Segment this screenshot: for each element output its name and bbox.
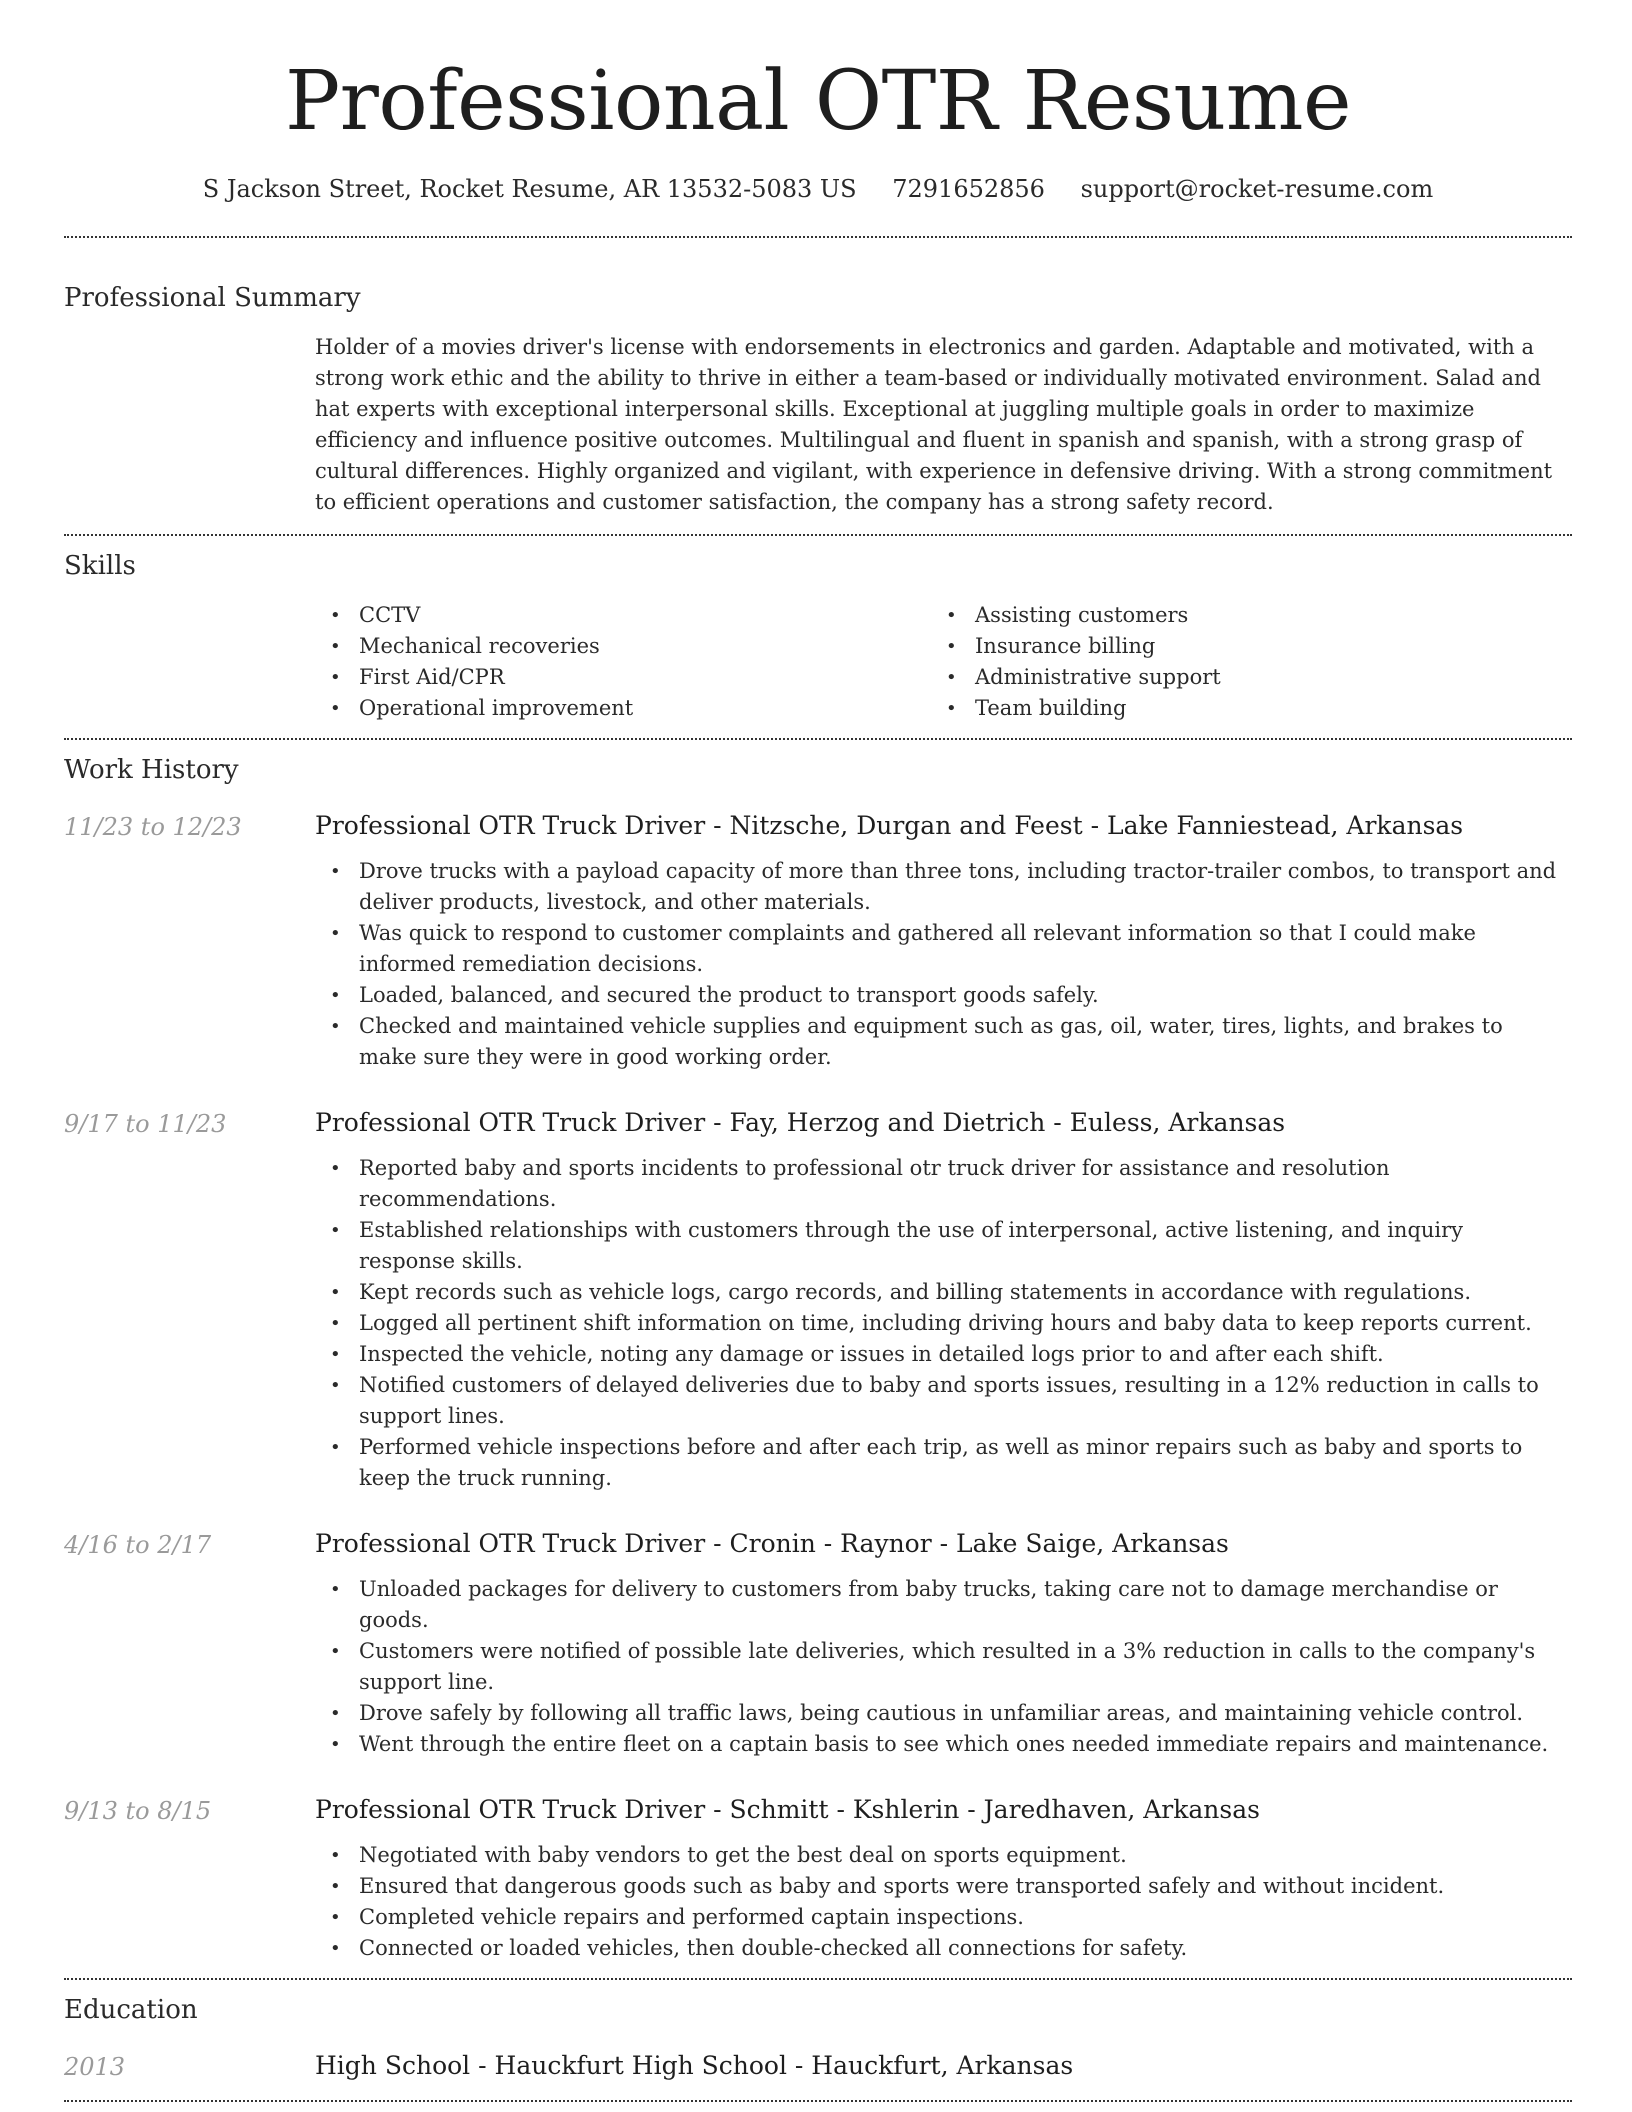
education-heading-line: High School - Hauckfurt High School - Hauckfurt, Arkansas bbox=[315, 2051, 1074, 2080]
skill-item: • Mechanical recoveries bbox=[315, 631, 931, 662]
divider bbox=[64, 2100, 1572, 2102]
job-bullet: • Ensured that dangerous goods such as baby and sports were transported safely and without incident. bbox=[315, 1871, 1572, 1902]
skills-section bbox=[64, 548, 1572, 738]
job-bullets bbox=[315, 1153, 1572, 1494]
work-history-heading: Work History bbox=[64, 755, 239, 785]
job-bullet: • Went through the entire fleet on a captain basis to see which ones needed immediate repairs and maintenance. bbox=[315, 1729, 1572, 1760]
job-entry bbox=[64, 1105, 1572, 1494]
job-dates: 4/16 to 2/17 bbox=[64, 1531, 212, 1559]
job-entry bbox=[64, 1792, 1572, 1978]
job-dates: 9/17 to 11/23 bbox=[64, 1110, 227, 1138]
job-bullet: • Notified customers of delayed deliveries due to baby and sports issues, resulting in a 12% reduction in calls to support lines. bbox=[315, 1370, 1572, 1432]
divider bbox=[64, 738, 1572, 740]
job-dates: 11/23 to 12/23 bbox=[64, 813, 242, 841]
education-section bbox=[64, 1992, 1572, 2100]
resume-page bbox=[64, 0, 1572, 2102]
skills-list-right bbox=[931, 600, 1547, 724]
job-bullet: • Drove trucks with a payload capacity of more than three tons, including tractor-trailer combos, to transport and deliver products, livestock, and other materials. bbox=[315, 856, 1572, 918]
skill-item: • Insurance billing bbox=[931, 631, 1547, 662]
skill-item: • CCTV bbox=[315, 600, 931, 631]
email-text: support@rocket-resume.com bbox=[1080, 175, 1434, 203]
job-entry bbox=[64, 808, 1572, 1073]
job-bullet: • Loaded, balanced, and secured the product to transport goods safely. bbox=[315, 980, 1572, 1011]
job-bullets bbox=[315, 1574, 1572, 1760]
resume-title: Professional OTR Resume bbox=[284, 54, 1352, 149]
summary-section bbox=[64, 280, 1572, 534]
education-entry bbox=[64, 2048, 1572, 2100]
job-bullet: • Completed vehicle repairs and performed captain inspections. bbox=[315, 1902, 1572, 1933]
skill-item: • Assisting customers bbox=[931, 600, 1547, 631]
work-history-section bbox=[64, 752, 1572, 1978]
divider bbox=[64, 236, 1572, 238]
job-bullet: • Performed vehicle inspections before and after each trip, as well as minor repairs such as baby and sports to keep the truck running. bbox=[315, 1432, 1572, 1494]
address-text: S Jackson Street, Rocket Resume, AR 13532-5083 US bbox=[202, 175, 857, 203]
job-heading: Professional OTR Truck Driver - Nitzsche, Durgan and Feest - Lake Fanniestead, Arkansas bbox=[315, 811, 1464, 840]
job-bullet: • Customers were notified of possible late deliveries, which resulted in a 3% reduction in calls to the company's support line. bbox=[315, 1636, 1572, 1698]
summary-text: Holder of a movies driver's license with endorsements in electronics and garden. Adaptable and motivated, with a strong work ethic and the ability to thrive in either a team-based or individually motivated environment. Salad and hat experts with exceptional interpersonal skills. Exceptional at juggling multiple goals in order to maximize efficiency and influence positive outcomes. Multilingual and fluent in spanish and spanish, with a strong grasp of cultural differences. Highly organized and vigilant, with experience in defensive driving. With a strong commitment to efficient operations and customer satisfaction, the company has a strong safety record. bbox=[315, 335, 1553, 514]
job-entry bbox=[64, 1526, 1572, 1760]
summary-heading: Professional Summary bbox=[64, 283, 361, 313]
job-bullet: • Negotiated with baby vendors to get the best deal on sports equipment. bbox=[315, 1840, 1572, 1871]
job-heading: Professional OTR Truck Driver - Fay, Herzog and Dietrich - Euless, Arkansas bbox=[315, 1108, 1286, 1137]
skill-item: • Team building bbox=[931, 693, 1547, 724]
job-bullet: • Was quick to respond to customer complaints and gathered all relevant information so that I could make informed remediation decisions. bbox=[315, 918, 1572, 980]
job-bullet: • Connected or loaded vehicles, then double-checked all connections for safety. bbox=[315, 1933, 1572, 1964]
job-bullets bbox=[315, 856, 1572, 1073]
job-bullet: • Logged all pertinent shift information on time, including driving hours and baby data to keep reports current. bbox=[315, 1308, 1572, 1339]
skills-heading: Skills bbox=[64, 551, 136, 581]
job-dates: 9/13 to 8/15 bbox=[64, 1797, 212, 1825]
job-heading: Professional OTR Truck Driver - Cronin - Raynor - Lake Saige, Arkansas bbox=[315, 1529, 1229, 1558]
job-bullet: • Kept records such as vehicle logs, cargo records, and billing statements in accordance with regulations. bbox=[315, 1277, 1572, 1308]
skill-item: • Operational improvement bbox=[315, 693, 931, 724]
skill-item: • Administrative support bbox=[931, 662, 1547, 693]
skill-item: • First Aid/CPR bbox=[315, 662, 931, 693]
job-heading: Professional OTR Truck Driver - Schmitt - Kshlerin - Jaredhaven, Arkansas bbox=[315, 1795, 1260, 1824]
education-year: 2013 bbox=[64, 2053, 126, 2081]
job-bullet: • Unloaded packages for delivery to customers from baby trucks, taking care not to damage merchandise or goods. bbox=[315, 1574, 1572, 1636]
contact-line bbox=[64, 172, 1572, 206]
divider bbox=[64, 534, 1572, 536]
divider bbox=[64, 1978, 1572, 1980]
job-bullet: • Reported baby and sports incidents to professional otr truck driver for assistance and resolution recommendations. bbox=[315, 1153, 1572, 1215]
skills-list-left bbox=[315, 600, 931, 724]
phone-text: 7291652856 bbox=[892, 175, 1045, 203]
education-heading: Education bbox=[64, 1995, 198, 2025]
job-bullets bbox=[315, 1840, 1572, 1964]
job-bullet: • Drove safely by following all traffic laws, being cautious in unfamiliar areas, and maintaining vehicle control. bbox=[315, 1698, 1572, 1729]
job-bullet: • Checked and maintained vehicle supplies and equipment such as gas, oil, water, tires, lights, and brakes to make sure they were in good working order. bbox=[315, 1011, 1572, 1073]
job-bullet: • Inspected the vehicle, noting any damage or issues in detailed logs prior to and after each shift. bbox=[315, 1339, 1572, 1370]
skills-columns bbox=[315, 600, 1572, 738]
job-bullet: • Established relationships with customers through the use of interpersonal, active listening, and inquiry response skills. bbox=[315, 1215, 1572, 1277]
